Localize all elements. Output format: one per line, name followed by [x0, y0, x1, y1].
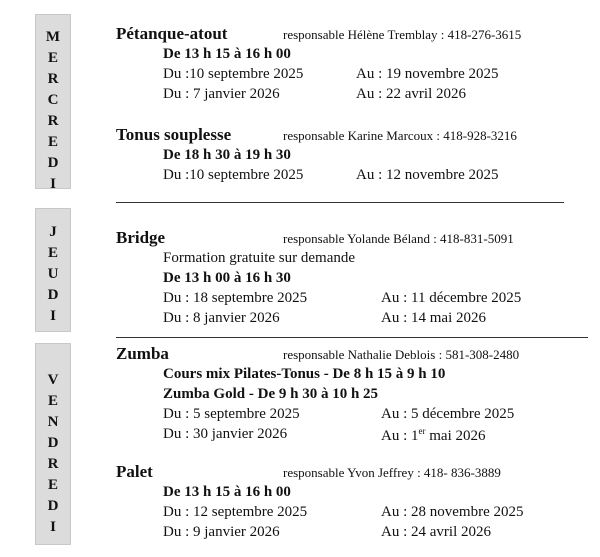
date-to: Au : 19 novembre 2025: [356, 66, 499, 82]
date-from: Du : 30 janvier 2026: [163, 426, 288, 442]
activity-tonus-souplesse: [116, 125, 580, 187]
day-letter: I: [50, 176, 56, 192]
activity-hours: De 13 h 00 à 16 h 30: [163, 270, 291, 286]
day-letter: J: [49, 224, 57, 240]
day-label-vendredi: [35, 343, 71, 545]
date-from: Du : 18 septembre 2025: [163, 290, 308, 306]
activity-responsable: responsable Karine Marcoux : 418-928-3216: [283, 128, 517, 143]
day-letter: R: [47, 113, 59, 129]
day-letter: C: [47, 92, 59, 108]
activity-zumba: [116, 344, 580, 446]
day-letter: M: [45, 29, 61, 45]
day-letter: E: [47, 50, 58, 66]
activity-hours: De 13 h 15 à 16 h 00: [163, 46, 291, 62]
activity-hours: Zumba Gold - De 9 h 30 à 10 h 25: [163, 386, 379, 402]
activity-responsable: responsable Hélène Tremblay : 418-276-3615: [283, 27, 522, 42]
day-letter: D: [47, 155, 59, 171]
date-from: Du : 9 janvier 2026: [163, 524, 280, 540]
day-letter: R: [47, 456, 59, 472]
activity-title: Palet: [116, 462, 153, 481]
activity-title: Tonus souplesse: [116, 125, 232, 144]
date-from: Du : 12 septembre 2025: [163, 504, 308, 520]
date-to: Au : 1er mai 2026: [381, 426, 486, 444]
activity-palet: [116, 462, 580, 544]
activity-title: Zumba: [116, 344, 169, 363]
date-to: Au : 11 décembre 2025: [381, 290, 522, 306]
day-letter: N: [47, 414, 59, 430]
activity-note: Formation gratuite sur demande: [163, 250, 356, 266]
day-letter: D: [47, 498, 59, 514]
day-letter: E: [47, 245, 58, 261]
day-letter: U: [47, 266, 59, 282]
date-to: Au : 22 avril 2026: [356, 86, 466, 102]
activity-responsable: responsable Yvon Jeffrey : 418- 836-3889: [283, 465, 501, 480]
date-to: Au : 28 novembre 2025: [381, 504, 524, 520]
activity-responsable: responsable Nathalie Deblois : 581-308-2480: [283, 347, 520, 362]
date-to: Au : 24 avril 2026: [381, 524, 491, 540]
date-from: Du :10 septembre 2025: [163, 167, 304, 183]
day-letter: I: [50, 519, 56, 535]
date-from: Du : 7 janvier 2026: [163, 86, 280, 102]
activity-hours: De 18 h 30 à 19 h 30: [163, 147, 291, 163]
activity-hours: De 13 h 15 à 16 h 00: [163, 484, 291, 500]
activity-responsable: responsable Yolande Béland : 418-831-5091: [283, 231, 514, 246]
date-to: Au : 12 novembre 2025: [356, 167, 499, 183]
date-to: Au : 5 décembre 2025: [381, 406, 515, 422]
date-from: Du :10 septembre 2025: [163, 66, 304, 82]
activity-petanque: [116, 24, 580, 106]
activity-bridge: [116, 228, 580, 330]
day-letter: D: [47, 287, 59, 303]
activity-title: Pétanque-atout: [116, 24, 228, 43]
day-letter: V: [47, 372, 59, 388]
day-letter: E: [47, 393, 58, 409]
day-letter: R: [47, 71, 59, 87]
activity-hours: Cours mix Pilates-Tonus - De 8 h 15 à 9 h 10: [163, 366, 446, 382]
divider: [116, 337, 588, 338]
day-label-mercredi: [35, 14, 71, 192]
divider: [116, 202, 564, 203]
date-from: Du : 5 septembre 2025: [163, 406, 300, 422]
day-letter: D: [47, 435, 59, 451]
day-letter: I: [50, 308, 56, 324]
date-to: Au : 14 mai 2026: [381, 310, 486, 326]
day-letter: E: [47, 134, 58, 150]
day-letter: E: [47, 477, 58, 493]
activity-title: Bridge: [116, 228, 166, 247]
day-label-jeudi: [35, 208, 71, 332]
date-from: Du : 8 janvier 2026: [163, 310, 280, 326]
